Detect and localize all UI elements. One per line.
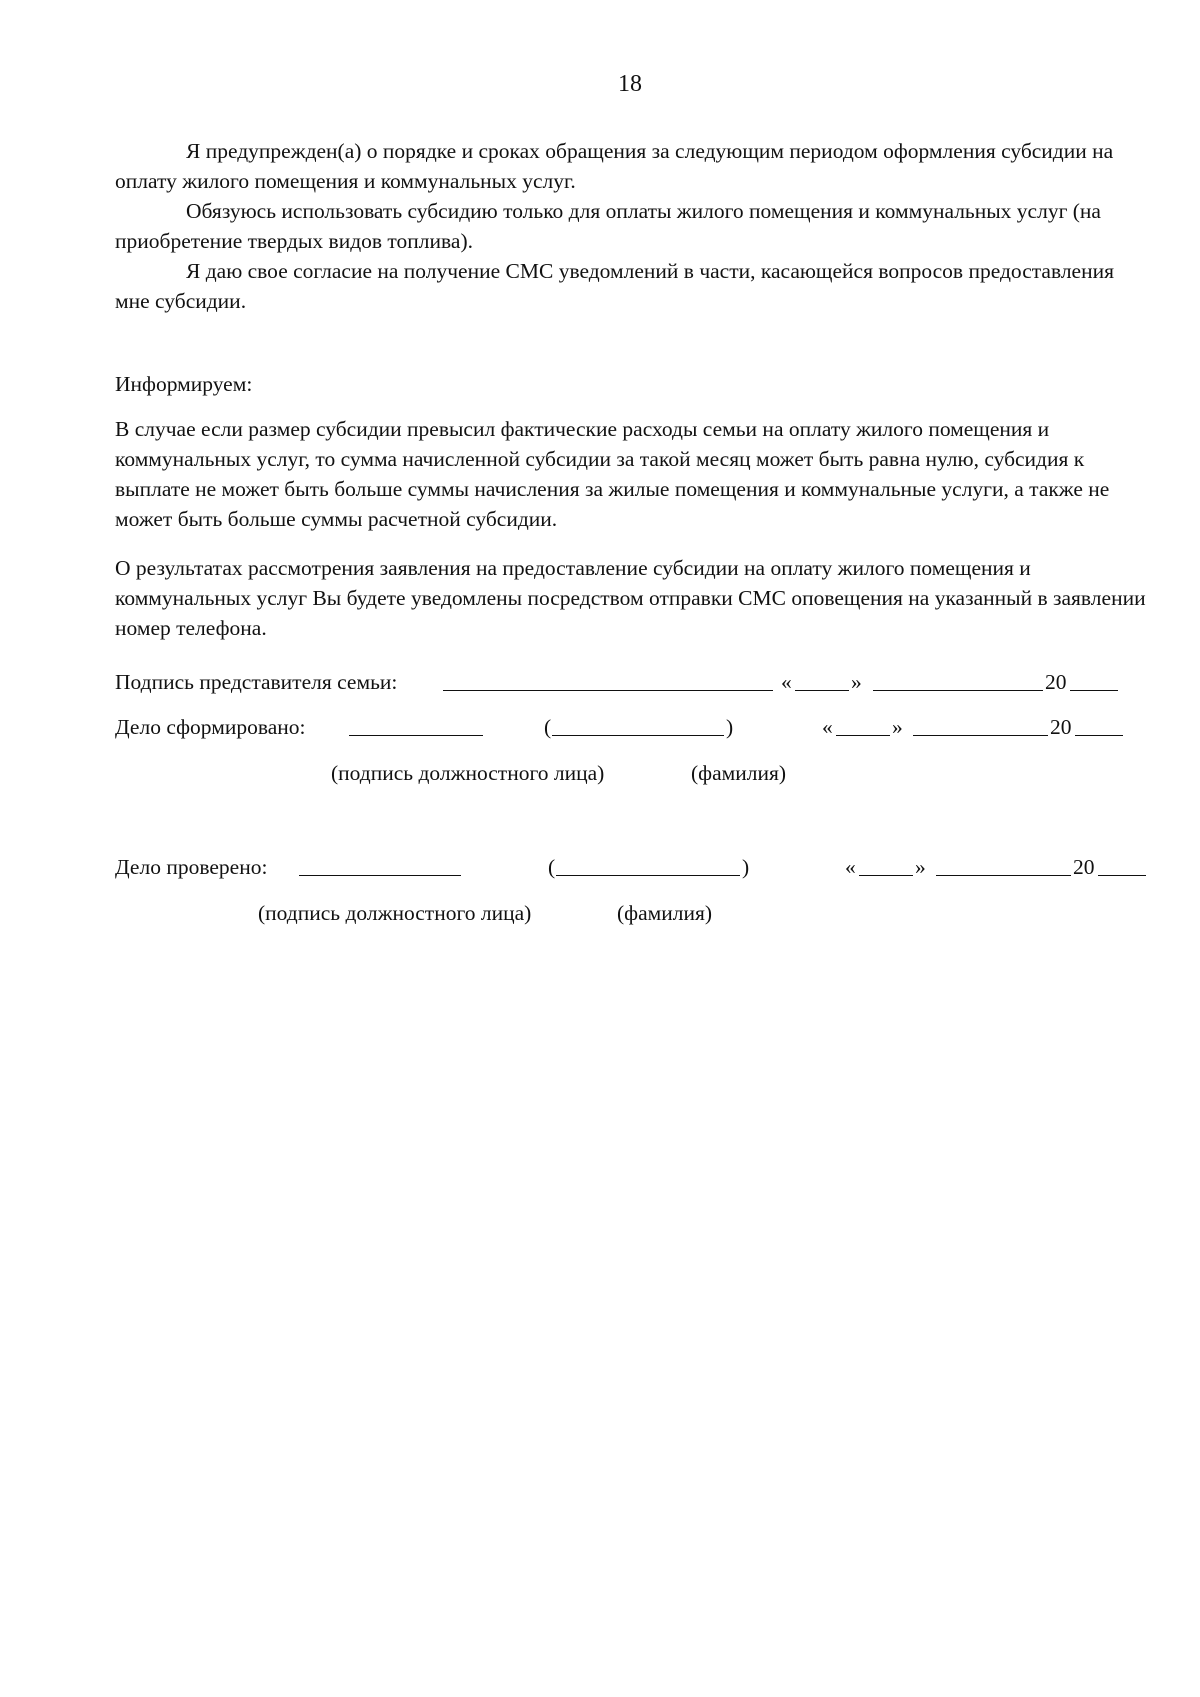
- case-formed-caption-surname: (фамилия): [691, 761, 787, 785]
- family-month-line[interactable]: [873, 690, 1043, 691]
- inform-paragraph-1: В случае если размер субсидии превысил фактические расходы семьи на оплату жилого помещения и коммунальных услуг, то сумма начисленной субсидии за такой месяц может быть равна нулю, субсидия к выплате не может быть больше суммы начисления за жилые помещения и коммунальные услуги, а также не может быть больше суммы расчетной субсидии.: [115, 417, 1110, 531]
- case-formed-year-prefix: 20: [1050, 715, 1072, 739]
- case-checked-open-paren: (: [548, 855, 556, 879]
- case-checked-year-line[interactable]: [1098, 875, 1146, 876]
- case-formed-row: [115, 712, 1155, 742]
- case-formed-surname-line[interactable]: [552, 735, 724, 736]
- case-checked-surname-line[interactable]: [556, 875, 740, 876]
- family-year-prefix: 20: [1045, 670, 1067, 694]
- case-checked-label: Дело проверено:: [115, 855, 268, 879]
- case-formed-signature-line[interactable]: [349, 735, 483, 736]
- case-formed-label: Дело сформировано:: [115, 715, 306, 739]
- case-formed-day-line[interactable]: [836, 735, 890, 736]
- family-year-line[interactable]: [1070, 690, 1118, 691]
- inform-heading: Информируем:: [115, 372, 253, 396]
- case-checked-row: [115, 852, 1155, 882]
- case-checked-year-prefix: 20: [1073, 855, 1095, 879]
- case-checked-month-line[interactable]: [936, 875, 1071, 876]
- case-checked-signature-line[interactable]: [299, 875, 461, 876]
- case-formed-year-line[interactable]: [1075, 735, 1123, 736]
- case-formed-open-quote: «: [822, 715, 833, 739]
- case-formed-close-quote: »: [892, 715, 903, 739]
- case-checked-day-line[interactable]: [859, 875, 913, 876]
- case-checked-open-quote: «: [845, 855, 856, 879]
- family-signature-line[interactable]: [443, 690, 773, 691]
- paragraph-obligation: Обязуюсь использовать субсидию только для оплаты жилого помещения и коммунальных услуг (на приобретение твердых видов топлива).: [115, 199, 1101, 253]
- family-signature-row: [115, 667, 1155, 697]
- case-formed-month-line[interactable]: [913, 735, 1048, 736]
- paragraph-warned: Я предупрежден(а) о порядке и сроках обращения за следующим периодом оформления субсидии на оплату жилого помещения и коммунальных услуг.: [115, 139, 1114, 193]
- family-date-close-quote: »: [851, 670, 862, 694]
- case-checked-close-quote: »: [915, 855, 926, 879]
- case-formed-close-paren: ): [726, 715, 734, 739]
- case-checked-close-paren: ): [742, 855, 750, 879]
- case-checked-caption-signature: (подпись должностного лица): [258, 901, 532, 925]
- case-formed-open-paren: (: [544, 715, 552, 739]
- paragraph-consent: Я даю свое согласие на получение СМС уведомлений в части, касающейся вопросов предоставления мне субсидии.: [115, 259, 1114, 313]
- family-day-line[interactable]: [795, 690, 849, 691]
- case-formed-caption-signature: (подпись должностного лица): [331, 761, 605, 785]
- family-signature-label: Подпись представителя семьи:: [115, 670, 398, 694]
- inform-paragraph-2: О результатах рассмотрения заявления на предоставление субсидии на оплату жилого помещения и коммунальных услуг Вы будете уведомлены посредством отправки СМС оповещения на указанный в заявлении номер телефона.: [115, 556, 1146, 640]
- family-date-open-quote: «: [781, 670, 792, 694]
- page-number: 18: [618, 71, 642, 97]
- case-checked-caption-surname: (фамилия): [617, 901, 713, 925]
